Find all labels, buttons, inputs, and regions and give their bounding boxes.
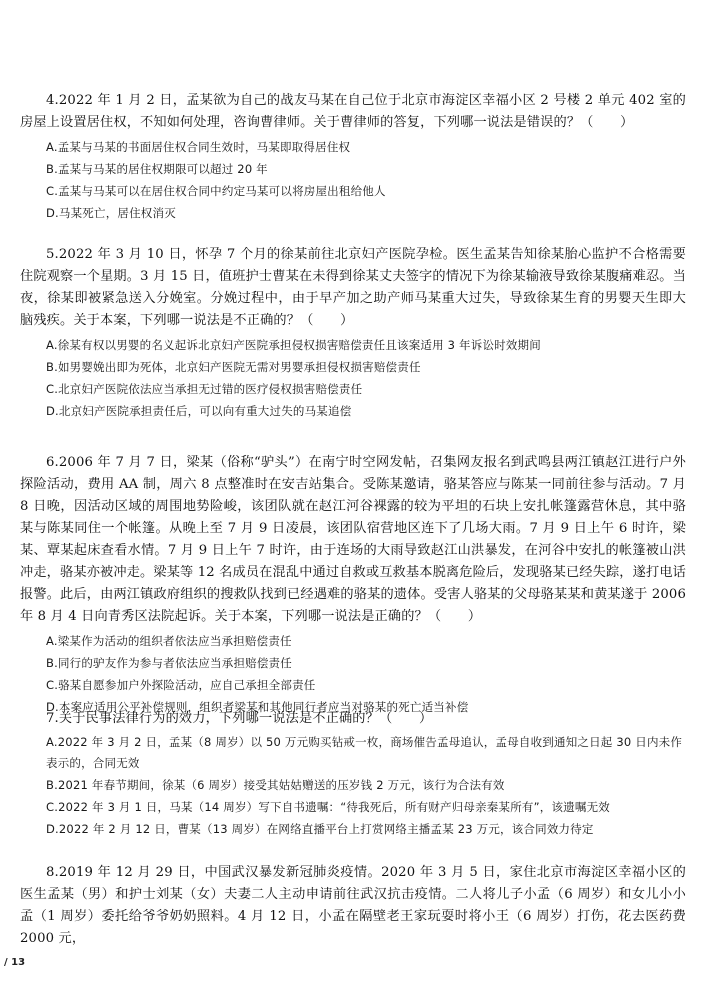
option-list bbox=[20, 136, 686, 224]
question-stem: 8.2019 年 12 月 29 日，中国武汉暴发新冠肺炎疫情。2020 年 3 月 5 日，家住北京市海淀区幸福小区的医生孟某（男）和护士刘某（女）夫妻二人主动申请前往武汉抗击疫情。二人将儿子小孟（6 周岁）和女儿小小孟（1 周岁）委托给爷爷奶奶照料。4 月 12 日，小孟在隔壁老王家玩耍时将小王（6 周岁）打伤，花去医药费 2000 元， bbox=[20, 865, 686, 946]
option-b: B.同行的驴友作为参与者依法应当承担赔偿责任 bbox=[46, 656, 292, 670]
option-a: A.2022 年 3 月 2 日，孟某（8 周岁）以 50 万元购买钻戒一枚，商场催告孟母追认，孟母自收到通知之日起 30 日内未作表示的，合同无效 bbox=[46, 735, 683, 770]
option-list bbox=[20, 732, 686, 840]
option-c: C.骆某自愿参加户外探险活动，应自己承担全部责任 bbox=[46, 678, 316, 692]
option-b: B.2021 年春节期间，徐某（6 周岁）接受其姑姑赠送的压岁钱 2 万元，该行为合法有效 bbox=[46, 778, 505, 792]
option-list bbox=[20, 334, 686, 422]
question-6 bbox=[20, 452, 686, 718]
option-d: D.2022 年 2 月 12 日，曹某（13 周岁）在网络直播平台上打赏网络主播孟某 23 万元，该合同效力待定 bbox=[46, 822, 594, 836]
option-list bbox=[20, 630, 686, 718]
question-5 bbox=[20, 244, 686, 422]
option-c: C.孟某与马某可以在居住权合同中约定马某可以将房屋出租给他人 bbox=[46, 184, 386, 198]
question-stem: 6.2006 年 7 月 7 日，梁某（俗称“驴头”）在南宁时空网发帖，召集网友报名到武鸣县两江镇赵江进行户外探险活动，费用 AA 制，周六 8 点整准时在安吉站集合。受陈某邀请，骆某答应与陈某一同前往参与活动。7 月 8 日晚，因活动区域的周围地势险峻，该团队就在赵江河谷裸露的较为平坦的石块上安扎帐篷露营休息，其中骆某与陈某同住一个帐篷。从晚上至 7 月 9 日凌晨，该团队宿营地区连下了几场大雨。7 月 9 日上午 6 时许，梁某、覃某起床查看水情。7 月 9 日上午 7 时许，由于连场的大雨导致赵江山洪暴发，在河谷中安扎的帐篷被山洪冲走，骆某亦被冲走。梁某等 12 名成员在混乱中通过自救或互救基本脱离危险后，发现骆某已经失踪，遂打电话报警。此后，由两江镇政府组织的搜救队找到已经遇难的骆某的遗体。受害人骆某的父母骆某某和黄某遂于 2006 年 8 月 4 日向青秀区法院起诉。关于本案，下列哪一说法是正确的？（ ） bbox=[20, 455, 686, 624]
option-a: A.梁某作为活动的组织者依法应当承担赔偿责任 bbox=[46, 634, 292, 648]
option-a: A.孟某与马某的书面居住权合同生效时，马某即取得居住权 bbox=[46, 140, 351, 154]
option-d: D.本案应适用公平补偿规则，组织者梁某和其他同行者应当对骆某的死亡适当补偿 bbox=[46, 700, 469, 714]
option-c: C.北京妇产医院依法应当承担无过错的医疗侵权损害赔偿责任 bbox=[46, 382, 363, 396]
option-d: D.北京妇产医院承担责任后，可以向有重大过失的马某追偿 bbox=[46, 404, 352, 418]
option-d: D.马某死亡，居住权消灭 bbox=[46, 206, 176, 220]
option-a: A.徐某有权以男婴的名义起诉北京妇产医院承担侵权损害赔偿责任且该案适用 3 年诉讼时效期间 bbox=[46, 338, 541, 352]
question-stem: 7.关于民事法律行为的效力，下列哪一说法是不正确的？（ ） bbox=[46, 711, 433, 726]
question-4 bbox=[20, 90, 686, 224]
option-c: C.2022 年 3 月 1 日，马某（14 周岁）写下自书遗嘱：“待我死后，所有财产归母亲秦某所有”，该遗嘱无效 bbox=[46, 800, 610, 814]
question-7 bbox=[20, 708, 686, 840]
question-8 bbox=[20, 862, 686, 950]
question-stem: 4.2022 年 1 月 2 日，孟某欲为自己的战友马某在自己位于北京市海淀区幸福小区 2 号楼 2 单元 402 室的房屋上设置居住权，不知如何处理，咨询曹律师。关于曹律师的答复，下列哪一说法是错误的？（ ） bbox=[20, 93, 686, 130]
page-number: / 13 bbox=[4, 957, 26, 968]
option-b: B.孟某与马某的居住权期限可以超过 20 年 bbox=[46, 162, 268, 176]
question-stem: 5.2022 年 3 月 10 日，怀孕 7 个月的徐某前往北京妇产医院孕检。医生孟某告知徐某胎心监护不合格需要住院观察一个星期。3 月 15 日，值班护士曹某在未得到徐某丈夫签字的情况下为徐某输液导致徐某腹痛难忍。当夜，徐某即被紧急送入分娩室。分娩过程中，由于早产加之助产师马某重大过失，导致徐某生育的男婴天生即大脑残疾。关于本案，下列哪一说法是不正确的？（ ） bbox=[20, 247, 686, 328]
option-b: B.如男婴娩出即为死体，北京妇产医院无需对男婴承担侵权损害赔偿责任 bbox=[46, 360, 421, 374]
